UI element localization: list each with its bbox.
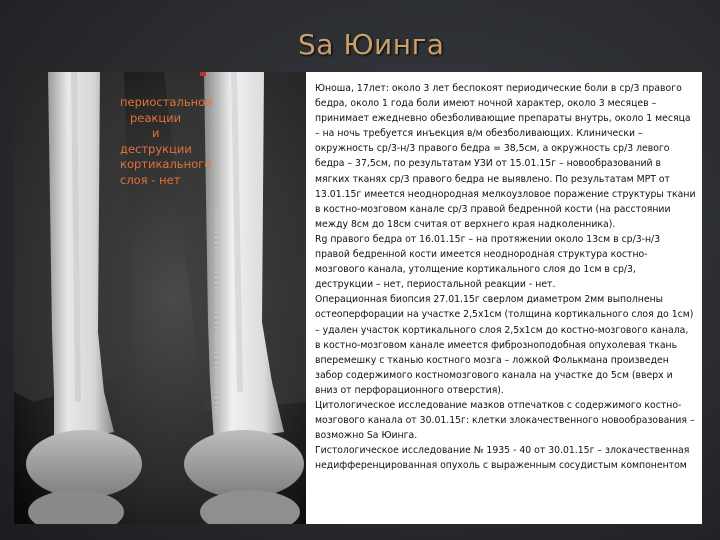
case-paragraph: Гистологическое исследование № 1935 - 40 от 30.01.15г – злокачественная недифференцированная опухоль с выраженным сосудистым компонентом [315,445,690,472]
case-paragraph: Операционная биопсия 27.01.15г сверлом диаметром 2мм выполнены остеоперфорации на участке 2,5х1см (толщина кортикального слоя до 1см) – удален участок кортикального слоя 2,5х1см до костно-мозгового канала, в костно-мозговом канале имеется фиброзноподобная опухолевая ткань вперемешку с тканью костного мозга – ложкой Фолькмана произведен забор содержимого костномозгового канала на участке до 5см (вверх и вниз от перфорационного отверстия). [315,294,694,396]
caption-line: реакции [130,110,182,125]
case-paragraph: Rg правого бедра от 16.01.15г – на протяжении около 13см в ср/3-н/3 правой бедренной кости имеется неоднородная структура костно-мозгового канала, утолщение кортикального слоя до 1см в ср/3, деструкции – нет, периостальной реакции - нет. [315,233,661,291]
caption-line: и [152,126,160,140]
caption-line: периостальной [120,95,213,109]
slide-title: Sa Юинга [298,28,445,61]
case-description-panel [306,72,702,524]
caption-line: кортикального [120,157,212,171]
case-paragraph: Юноша, 17лет: около 3 лет беспокоят периодические боли в ср/3 правого бедра, около 1 года боли имеют ночной характер, около 3 месяцев – принимает ежедневно обезболивающие препараты внутрь, около 1 месяца – на ночь требуется инъекция в/м обезболивающих. Клинически – окружность ср/3-н/3 правого бедра = 38,5см, а окружность ср/3 левого бедра – 37,5см, по результатам УЗИ от 15.01.15г – новообразований в мягких тканях ср/3 правого бедра не выявлено. По результатам МРТ от 13.01.15г имеется неоднородная мелкоузловое поражение структуры ткани в костно-мозговом канале ср/3 правой бедренной кости (на расстоянии между 8см до 18см считая от верхнего края надколенника). [315,83,696,230]
case-paragraph: Цитологическое исследование мазков отпечатков с содержимого костно-мозгового канала от 30.01.15г: клетки злокачественного новообразования – возможно Sa Юинга. [315,399,695,442]
caption-line: слоя - нет [120,172,181,187]
caption-line: деструкции [120,141,192,156]
xray-image [14,72,306,524]
xray-caption [120,95,240,188]
